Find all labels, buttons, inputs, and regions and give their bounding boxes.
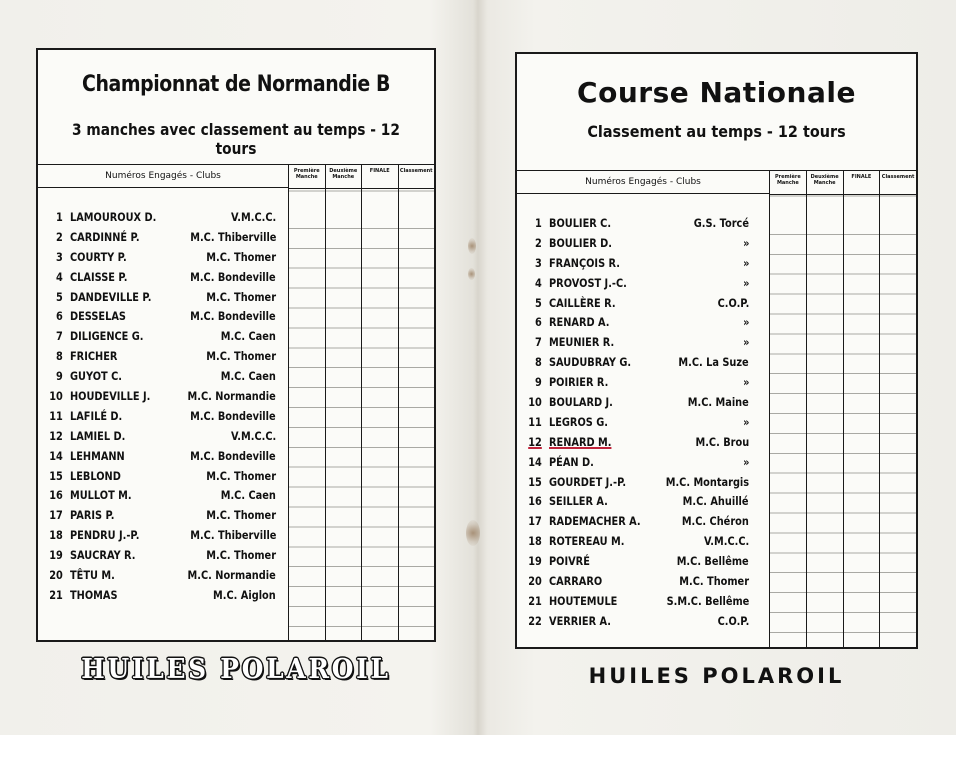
stain-mark-middle	[468, 268, 475, 280]
club-name: V.M.C.C.	[230, 428, 276, 443]
club-name: »	[742, 414, 749, 429]
rider-name: DESSELAS	[70, 309, 126, 324]
right-entry-table	[517, 170, 916, 647]
stain-mark-bottom	[466, 520, 480, 546]
entry-row	[527, 273, 749, 293]
rider-name: FRANÇOIS R.	[549, 255, 620, 270]
entry-row	[527, 233, 749, 253]
left-race-subtitle: 3 manches avec classement au temps - 12 tours	[72, 120, 400, 158]
entry-number: 16	[528, 494, 542, 509]
club-name: M.C. Thiberville	[189, 528, 276, 543]
club-name: M.C. Montargis	[665, 474, 749, 489]
entry-row	[527, 392, 749, 412]
rider-name: HOUDEVILLE J.	[70, 388, 151, 403]
left-entry-table	[38, 164, 434, 640]
rider-name: SAUCRAY R.	[70, 548, 136, 563]
entry-row	[527, 611, 749, 631]
entry-number: 20	[49, 567, 63, 582]
column-ranking	[879, 171, 916, 647]
entry-row	[48, 386, 276, 406]
club-name: M.C. Aiglon	[213, 587, 276, 602]
club-name: M.C. Brou	[695, 434, 749, 449]
entry-number: 17	[528, 514, 542, 529]
rider-name: SEILLER A.	[549, 494, 608, 509]
entry-number: 15	[49, 468, 63, 483]
rider-name: LEBLOND	[70, 468, 121, 483]
entry-number: 19	[528, 554, 542, 569]
entry-number: 2	[534, 235, 542, 250]
entry-row	[48, 426, 276, 446]
column-header-ranking: Classement	[880, 171, 916, 195]
right-entry-list	[527, 213, 749, 631]
entry-row	[48, 366, 276, 386]
rider-name: LAMIEL D.	[70, 428, 126, 443]
entry-row	[527, 412, 749, 432]
entry-row	[527, 551, 749, 571]
left-race-title: Championnat de Normandie B	[82, 72, 390, 97]
club-name: M.C. Caen	[220, 488, 276, 503]
rider-name: GUYOT C.	[70, 369, 122, 384]
column-header-final: FINALE	[844, 171, 880, 195]
rider-name: COURTY P.	[70, 249, 127, 264]
rider-name: CAILLÈRE R.	[549, 295, 616, 310]
rider-name: SAUDUBRAY G.	[549, 355, 632, 370]
entry-number: 8	[55, 349, 63, 364]
club-name: C.O.P.	[717, 613, 749, 628]
entry-number: 3	[534, 255, 542, 270]
rider-name: CARDINNÉ P.	[70, 229, 140, 244]
entry-row	[48, 565, 276, 585]
rider-name: CARRARO	[549, 573, 603, 588]
left-entry-list	[48, 207, 276, 605]
rider-name: VERRIER A.	[549, 613, 612, 628]
entry-number: 5	[534, 295, 542, 310]
entry-row	[527, 253, 749, 273]
entry-row	[48, 326, 276, 346]
club-name: »	[742, 375, 749, 390]
entry-row	[527, 332, 749, 352]
entry-number: 21	[49, 587, 63, 602]
club-name: M.C. Bondeville	[190, 448, 276, 463]
rider-name: THOMAS	[70, 587, 118, 602]
rider-name: POIVRÉ	[549, 554, 590, 569]
club-name: »	[742, 454, 749, 469]
entry-row	[527, 571, 749, 591]
club-name: M.C. Thomer	[206, 548, 276, 563]
entry-number: 18	[49, 528, 63, 543]
column-header-first-heat: Première Manche	[289, 165, 325, 189]
club-name: M.C. Normandie	[187, 388, 276, 403]
entry-row	[527, 312, 749, 332]
club-name: G.S. Torcé	[693, 215, 749, 230]
club-name: M.C. Bondeville	[190, 269, 276, 284]
right-sponsor-logo: HUILES POLAROIL	[588, 664, 845, 688]
entry-number: 22	[528, 613, 542, 628]
entry-number: 7	[534, 335, 542, 350]
entry-number: 19	[49, 548, 63, 563]
entry-row	[527, 372, 749, 392]
entry-row	[527, 213, 749, 233]
rider-name: TÊTU M.	[70, 567, 115, 582]
club-name: M.C. Thomer	[206, 468, 276, 483]
rider-name: PROVOST J.-C.	[549, 275, 627, 290]
entry-row	[48, 267, 276, 287]
entry-number: 7	[55, 329, 63, 344]
club-name: »	[742, 255, 749, 270]
entry-number: 12	[528, 434, 542, 449]
entry-row	[527, 293, 749, 313]
column-final	[361, 165, 398, 640]
entry-row	[48, 207, 276, 227]
entry-number: 4	[534, 275, 542, 290]
club-name: M.C. Thomer	[206, 349, 276, 364]
entry-row	[527, 472, 749, 492]
rider-name: DANDEVILLE P.	[70, 289, 152, 304]
entries-header-rule	[38, 187, 288, 188]
club-name: M.C. Bellême	[677, 554, 749, 569]
entry-row	[48, 406, 276, 426]
entry-row	[48, 346, 276, 366]
stain-mark-top	[468, 238, 476, 254]
entry-number: 5	[55, 289, 63, 304]
column-header-first-heat: Première Manche	[770, 171, 806, 195]
club-name: M.C. La Suze	[678, 355, 749, 370]
column-final	[843, 171, 880, 647]
entry-number: 11	[49, 408, 63, 423]
entry-row	[527, 531, 749, 551]
entry-row	[48, 505, 276, 525]
entry-number: 14	[528, 454, 542, 469]
entry-number: 21	[528, 593, 542, 608]
rider-name: FRICHER	[70, 349, 118, 364]
entry-number: 9	[55, 369, 63, 384]
club-name: M.C. Maine	[687, 394, 749, 409]
page-bottom-strip	[0, 735, 956, 759]
club-name: »	[742, 275, 749, 290]
club-name: M.C. Thomer	[206, 508, 276, 523]
club-name: M.C. Normandie	[187, 567, 276, 582]
entry-number: 15	[528, 474, 542, 489]
rider-name: HOUTEMULE	[549, 593, 618, 608]
column-header-second-heat: Deuxième Manche	[326, 165, 362, 189]
rider-name: LAMOUROUX D.	[70, 209, 157, 224]
entry-row	[48, 525, 276, 545]
entry-row	[48, 545, 276, 565]
column-header-final: FINALE	[362, 165, 398, 189]
club-name: »	[742, 315, 749, 330]
rider-name: ROTEREAU M.	[549, 534, 625, 549]
rider-name: BOULARD J.	[549, 394, 613, 409]
entry-number: 18	[528, 534, 542, 549]
entry-row	[527, 491, 749, 511]
left-race-panel	[36, 48, 436, 642]
rider-name: LEHMANN	[70, 448, 125, 463]
result-columns	[288, 165, 434, 640]
column-ranking	[398, 165, 435, 640]
rider-name: MULLOT M.	[70, 488, 132, 503]
entry-number: 17	[49, 508, 63, 523]
club-name: S.M.C. Bellême	[666, 593, 749, 608]
entry-number: 12	[49, 428, 63, 443]
column-header-ranking: Classement	[399, 165, 435, 189]
entry-number: 6	[534, 315, 542, 330]
club-name: »	[742, 335, 749, 350]
rider-name: BOULIER D.	[549, 235, 613, 250]
entry-row	[527, 452, 749, 472]
column-second-heat	[325, 165, 362, 640]
right-race-title: Course Nationale	[577, 76, 856, 109]
entry-number: 11	[528, 414, 542, 429]
column-first-heat	[288, 165, 325, 640]
rider-name: CLAISSE P.	[70, 269, 128, 284]
entry-number: 8	[534, 355, 542, 370]
rider-name: RENARD A.	[549, 315, 610, 330]
entry-number: 20	[528, 573, 542, 588]
entry-number: 2	[55, 229, 63, 244]
club-name: M.C. Thiberville	[189, 229, 276, 244]
club-name: M.C. Chéron	[682, 514, 749, 529]
club-name: M.C. Ahuillé	[683, 494, 749, 509]
club-name: »	[742, 235, 749, 250]
entry-row	[527, 511, 749, 531]
rider-name: LEGROS G.	[549, 414, 608, 429]
entry-row	[48, 485, 276, 505]
rider-name: POIRIER R.	[549, 375, 609, 390]
club-name: M.C. Bondeville	[190, 309, 276, 324]
result-columns	[769, 171, 916, 647]
left-sponsor-logo: HUILES POLAROIL	[81, 654, 391, 685]
club-name: M.C. Caen	[220, 369, 276, 384]
rider-name: RENARD M.	[549, 434, 612, 449]
rider-name: RADEMACHER A.	[549, 514, 641, 529]
entry-row	[48, 306, 276, 326]
column-header-second-heat: Deuxième Manche	[807, 171, 843, 195]
rider-name: BOULIER C.	[549, 215, 612, 230]
rider-name: GOURDET J.-P.	[549, 474, 627, 489]
entry-row	[48, 446, 276, 466]
entries-header: Numéros Engagés - Clubs	[585, 177, 701, 187]
club-name: C.O.P.	[717, 295, 749, 310]
entry-row	[48, 466, 276, 486]
rider-name: DILIGENCE G.	[70, 329, 144, 344]
entry-row	[48, 287, 276, 307]
right-race-subtitle: Classement au temps - 12 tours	[587, 122, 846, 141]
entry-number: 16	[49, 488, 63, 503]
entries-header: Numéros Engagés - Clubs	[105, 171, 221, 181]
club-name: M.C. Thomer	[679, 573, 749, 588]
entry-row	[48, 247, 276, 267]
entry-number: 3	[55, 249, 63, 264]
entries-header-rule	[517, 193, 769, 194]
entry-number: 9	[534, 375, 542, 390]
entry-row	[48, 227, 276, 247]
rider-name: PARIS P.	[70, 508, 115, 523]
club-name: V.M.C.C.	[703, 534, 749, 549]
rider-name: PENDRU J.-P.	[70, 528, 140, 543]
entry-row	[48, 585, 276, 605]
club-name: M.C. Thomer	[206, 289, 276, 304]
entry-number: 1	[55, 209, 63, 224]
entry-number: 10	[528, 394, 542, 409]
club-name: M.C. Thomer	[206, 249, 276, 264]
club-name: M.C. Caen	[220, 329, 276, 344]
entry-row	[527, 432, 749, 452]
entry-number: 10	[49, 388, 63, 403]
rider-name: LAFILÉ D.	[70, 408, 123, 423]
rider-name: MEUNIER R.	[549, 335, 615, 350]
entry-number: 4	[55, 269, 63, 284]
entry-number: 14	[49, 448, 63, 463]
club-name: M.C. Bondeville	[190, 408, 276, 423]
entry-number: 1	[534, 215, 542, 230]
entry-row	[527, 591, 749, 611]
column-second-heat	[806, 171, 843, 647]
entry-number: 6	[55, 309, 63, 324]
right-race-panel	[515, 52, 918, 649]
club-name: V.M.C.C.	[230, 209, 276, 224]
rider-name: PÉAN D.	[549, 454, 594, 469]
entry-row	[527, 352, 749, 372]
column-first-heat	[769, 171, 806, 647]
